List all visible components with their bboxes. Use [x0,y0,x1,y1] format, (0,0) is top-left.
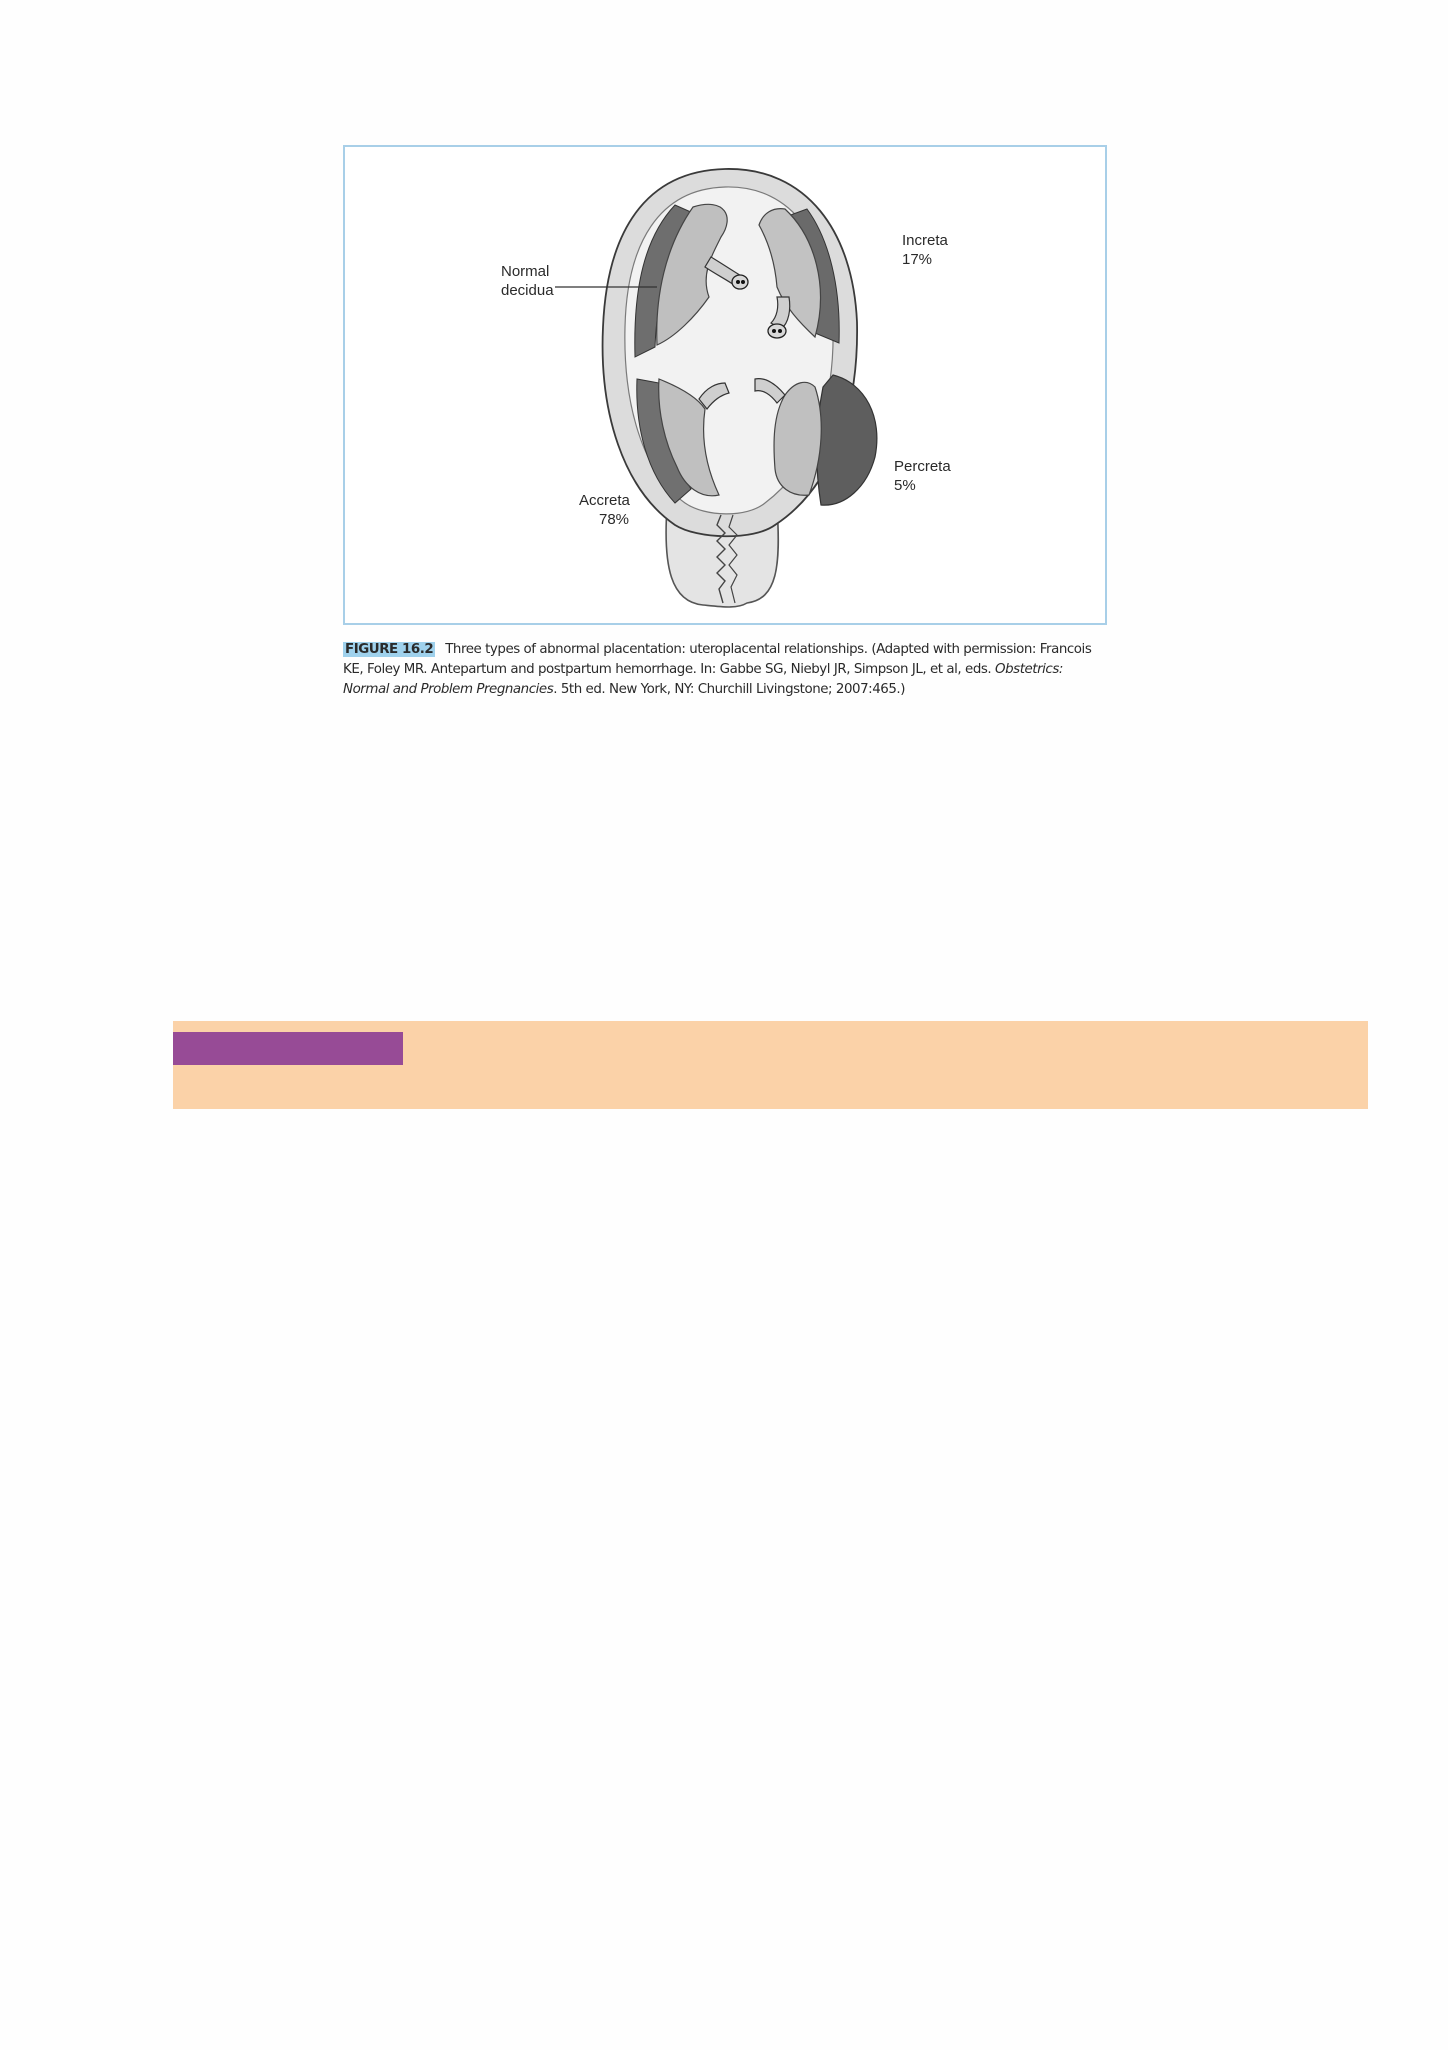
section-banner [173,1021,1368,1109]
figure-frame [343,145,1107,625]
caption-text: Three types of abnormal placentation: uteroplacental relationships. (Adapted with permission: Francois KE, Foley MR. Antepartum and postpartum hemorrhage. In: Gabbe SG, Niebyl JR, Simpson JL, et al, eds. [343,642,1092,677]
caption-citation-end: . 5th ed. New York, NY: Churchill Livingstone; 2007:465.) [553,682,906,697]
label-normal: Normal [501,263,550,280]
figure-number: FIGURE 16.2 [345,642,434,657]
placentation-diagram [345,147,1105,623]
label-accreta: Accreta [579,492,630,509]
label-increta-percent: 17% [902,251,933,268]
caption-book-title: Obstetrics: Normal and Problem Pregnancies [343,662,1063,697]
percreta-region [817,375,877,505]
label-accreta-percent: 78% [599,511,630,528]
label-percreta-percent: 5% [894,477,916,494]
section-banner-tab [173,1032,403,1065]
label-percreta: Percreta [894,458,951,475]
figure-caption [343,640,1109,700]
label-increta: Increta [902,232,948,249]
label-decidua: decidua [501,282,554,299]
